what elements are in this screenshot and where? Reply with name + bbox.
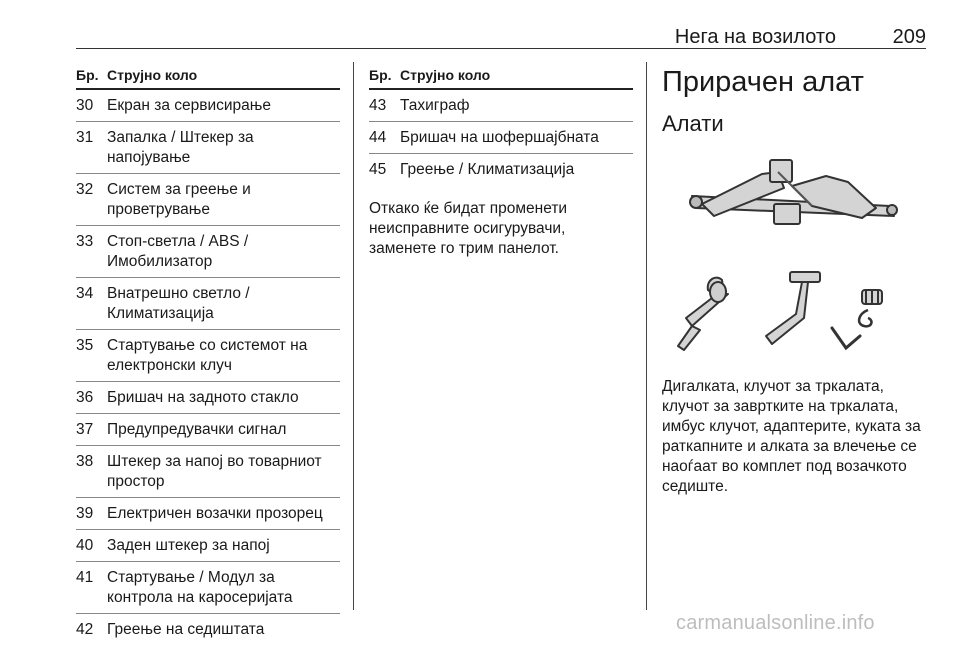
row-number: 44	[369, 129, 387, 146]
page-number: 209	[892, 26, 926, 48]
table-row	[76, 174, 340, 226]
scissor-jack-icon	[690, 160, 897, 224]
table-row	[76, 562, 340, 614]
row-text: Тахиграф	[400, 97, 470, 114]
allen-key-icon	[832, 328, 860, 348]
row-number: 30	[76, 97, 94, 114]
header-circuit: Струјно коло	[107, 67, 198, 83]
fuse-note: Откако ќе бидат променети неисправните осигурувачи, заменете го трим панелот.	[369, 200, 568, 257]
row-number: 33	[76, 233, 94, 250]
row-text: Внатрешно светло / Климатизација	[107, 285, 250, 322]
row-number: 40	[76, 537, 94, 554]
table-row	[76, 530, 340, 562]
header-circuit: Струјно коло	[400, 67, 491, 83]
row-text: Електричен возачки прозорец	[107, 505, 323, 522]
row-number: 32	[76, 181, 94, 198]
table-row	[369, 122, 633, 154]
fuse-table-right	[369, 62, 633, 259]
row-text: Стартување со системот на електронски клуч	[107, 337, 308, 374]
row-text: Штекер за напој во товарниот простор	[107, 453, 322, 490]
row-number: 45	[369, 161, 387, 178]
row-number: 41	[76, 569, 94, 586]
row-number: 34	[76, 285, 94, 302]
row-text: Запалка / Штекер за напојување	[107, 129, 254, 166]
row-number: 43	[369, 97, 387, 114]
row-number: 37	[76, 421, 94, 438]
table-row	[76, 226, 340, 278]
row-text: Стартување / Модул за контрола на каросеријата	[107, 569, 293, 606]
table-row	[76, 278, 340, 330]
adapter-icon	[862, 290, 882, 304]
table-row	[76, 122, 340, 174]
column-divider-2	[646, 62, 647, 610]
tool-kit-illustration	[662, 148, 926, 360]
table-header	[369, 62, 633, 90]
tools-section	[662, 62, 930, 497]
header-number: Бр.	[369, 67, 392, 83]
row-text: Греење на седиштата	[107, 621, 265, 638]
bolt-wrench-icon	[766, 272, 820, 344]
table-row	[76, 446, 340, 498]
row-text: Греење / Климатизација	[400, 161, 575, 178]
running-title: Нега на возилото	[674, 26, 836, 48]
row-text: Бришач на шофершајбната	[400, 129, 599, 146]
subsection-title: Алати	[662, 111, 724, 136]
table-row	[76, 498, 340, 530]
row-number: 31	[76, 129, 94, 146]
row-number: 38	[76, 453, 94, 470]
table-row	[76, 330, 340, 382]
row-number: 35	[76, 337, 94, 354]
section-title: Приpачен алат	[662, 66, 864, 98]
table-row	[76, 382, 340, 414]
watermark: carmanualsonline.info	[676, 612, 875, 634]
row-text: Предупредувачки сигнал	[107, 421, 287, 438]
table-row	[76, 90, 340, 122]
tools-caption: Дигалката, клучот за тркалата, клучот за завртките на тркалата, имбус клучот, адаптерите, куката за раткапните и алката за влечење се наоѓаат во комплет под возачкото седиште.	[662, 378, 921, 495]
table-row	[369, 154, 633, 185]
header-rule	[76, 48, 926, 49]
row-text: Бришач на задното стакло	[107, 389, 299, 406]
table-row	[369, 90, 633, 122]
column-divider-1	[353, 62, 354, 610]
row-text: Стоп-светла / ABS / Имобилизатор	[107, 233, 249, 270]
table-header	[76, 62, 340, 90]
wheel-wrench-icon	[678, 278, 728, 350]
row-number: 36	[76, 389, 94, 406]
header-number: Бр.	[76, 67, 99, 83]
table-row	[76, 614, 340, 645]
table-row	[76, 414, 340, 446]
row-text: Екран за сервисирање	[107, 97, 272, 114]
row-text: Заден штекер за напој	[107, 537, 270, 554]
row-text: Систем за греење и проветрување	[107, 181, 251, 218]
row-number: 42	[76, 621, 94, 638]
row-number: 39	[76, 505, 94, 522]
fuse-table-left	[76, 62, 340, 645]
hubcap-hook-icon	[859, 310, 871, 326]
